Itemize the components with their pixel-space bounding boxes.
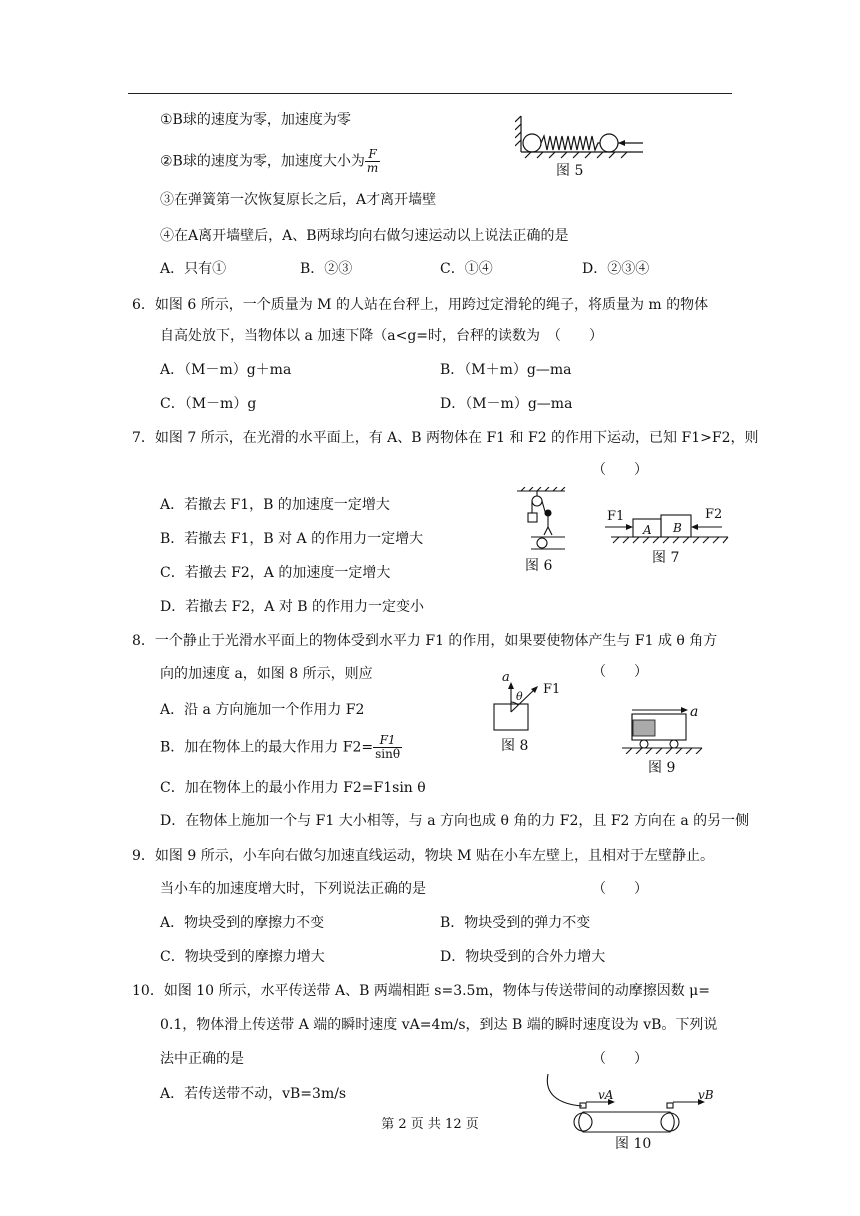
- q5-statement-4: ④在A离开墙壁后，A、B两球均向右做匀速运动以上说法正确的是: [160, 228, 569, 244]
- figure-10-label-vb: vB: [698, 1088, 714, 1102]
- figure-5-spring: [515, 112, 650, 160]
- figure-7-caption: 图 7: [652, 550, 680, 566]
- q8-fraction-num: F1: [373, 734, 402, 748]
- q10-stem-line-1: 10．如图 10 所示，水平传送带 A、B 两端相距 s=3.5m，物体与传送带间的动摩擦因数 μ=: [132, 983, 711, 999]
- q8-option-d: D．在物体上施加一个与 F1 大小相等，与 a 方向也成 θ 角的力 F2，且 F2 方向在 a 的另一侧: [160, 813, 750, 829]
- q8-stem-line-2: 向的加速度 a，如图 8 所示，则应: [160, 666, 373, 682]
- figure-8-label-theta: θ: [516, 690, 523, 703]
- q10-answer-paren: （ ）: [592, 1051, 648, 1067]
- q8-option-a: A．沿 a 方向施加一个作用力 F2: [160, 702, 365, 718]
- q8-option-b: [160, 734, 402, 761]
- figure-7-label-a: A: [643, 523, 652, 537]
- q5-option-a: A．只有①: [160, 261, 227, 277]
- q8-stem-line-1: 8．一个静止于光滑水平面上的物体受到水平力 F1 的作用，如果要使物体产生与 F1 成 θ 角方: [132, 633, 718, 649]
- q7-answer-paren: （ ）: [592, 462, 648, 478]
- q9-option-b: B．物块受到的弹力不变: [440, 915, 591, 931]
- q8-option-b-text: B．加在物体上的最大作用力 F2=: [160, 739, 374, 756]
- figure-7-label-f1: F1: [607, 509, 625, 524]
- q10-stem-line-3: 法中正确的是: [160, 1051, 244, 1067]
- figure-6-pulley: [515, 487, 567, 553]
- q5-statement-2-text: ②B球的速度为零，加速度大小为: [160, 153, 365, 170]
- q9-option-c: C．物块受到的摩擦力增大: [160, 949, 325, 965]
- q5-fraction-num: F: [365, 148, 380, 162]
- q9-stem-line-2: 当小车的加速度增大时，下列说法正确的是: [160, 881, 426, 897]
- q10-stem-line-2: 0.1，物体滑上传送带 A 端的瞬时速度 vA=4m/s，到达 B 端的瞬时速度设为 vB。下列说: [160, 1017, 718, 1033]
- q9-stem-line-1: 9．如图 9 所示，小车向右做匀加速直线运动，物块 M 贴在小车左壁上，且相对于左壁静止。: [132, 848, 714, 864]
- q6-option-a: A．（M－m）g＋ma: [160, 362, 292, 378]
- q6-stem-line-1: 6．如图 6 所示，一个质量为 M 的人站在台秤上，用跨过定滑轮的绳子，将质量为 m 的物体: [132, 297, 709, 313]
- q8-option-c: C．加在物体上的最小作用力 F2=F1sin θ: [160, 780, 426, 796]
- q8-option-b-fraction: [373, 734, 402, 761]
- page-footer: 第 2 页 共 12 页: [381, 1117, 479, 1132]
- figure-6-caption: 图 6: [525, 558, 553, 574]
- q5-fraction-den: m: [366, 161, 379, 175]
- figure-8-label-f1: F1: [543, 682, 561, 697]
- q6-stem-line-2: 自高处放下，当物体以 a 加速下降（a<g=时，台秤的读数为 （ ）: [160, 328, 604, 344]
- figure-5-caption: 图 5: [556, 163, 584, 179]
- figure-10-caption: 图 10: [615, 1136, 652, 1152]
- q5-statement-1: ①B球的速度为零，加速度为零: [160, 112, 351, 128]
- figure-8-caption: 图 8: [501, 738, 529, 754]
- q7-option-b: B．若撤去 F1，B 对 A 的作用力一定增大: [160, 531, 424, 547]
- q9-option-a: A．物块受到的摩擦力不变: [160, 915, 325, 931]
- q6-option-c: C．（M－m）g: [160, 396, 257, 412]
- q7-stem: 7．如图 7 所示，在光滑的水平面上，有 A、B 两物体在 F1 和 F2 的作用下运动，已知 F1>F2，则: [132, 430, 759, 446]
- q5-option-c: C．①④: [440, 261, 493, 277]
- figure-8-label-a: a: [502, 670, 510, 685]
- q6-option-b: B．（M＋m）g—ma: [440, 362, 572, 378]
- figure-9-label-a: a: [690, 704, 699, 720]
- q5-statement-2: [160, 148, 380, 175]
- q5-statement-3: ③在弹簧第一次恢复原长之后，A才离开墙壁: [160, 192, 437, 208]
- figure-9-caption: 图 9: [648, 760, 676, 776]
- figure-10-label-va: vA: [598, 1088, 614, 1102]
- q7-option-c: C．若撤去 F2，A 的加速度一定增大: [160, 565, 391, 581]
- q10-option-a: A．若传送带不动，vB=3m/s: [160, 1086, 347, 1102]
- q5-option-b: B．②③: [300, 261, 353, 277]
- figure-7-label-f2: F2: [705, 507, 723, 522]
- q9-answer-paren: （ ）: [592, 881, 648, 897]
- header-rule: [128, 93, 732, 94]
- q7-option-a: A．若撤去 F1，B 的加速度一定增大: [160, 497, 390, 513]
- q6-option-d: D．（M－m）g—ma: [440, 396, 573, 412]
- q8-answer-paren: （ ）: [592, 664, 648, 680]
- q8-fraction-den: sinθ: [375, 747, 401, 761]
- q5-fraction: [365, 148, 380, 175]
- figure-7-label-b: B: [673, 521, 682, 535]
- q5-option-d: D．②③④: [582, 261, 650, 277]
- q9-option-d: D．物块受到的合外力增大: [440, 949, 606, 965]
- q7-option-d: D．若撤去 F2，A 对 B 的作用力一定变小: [160, 599, 425, 615]
